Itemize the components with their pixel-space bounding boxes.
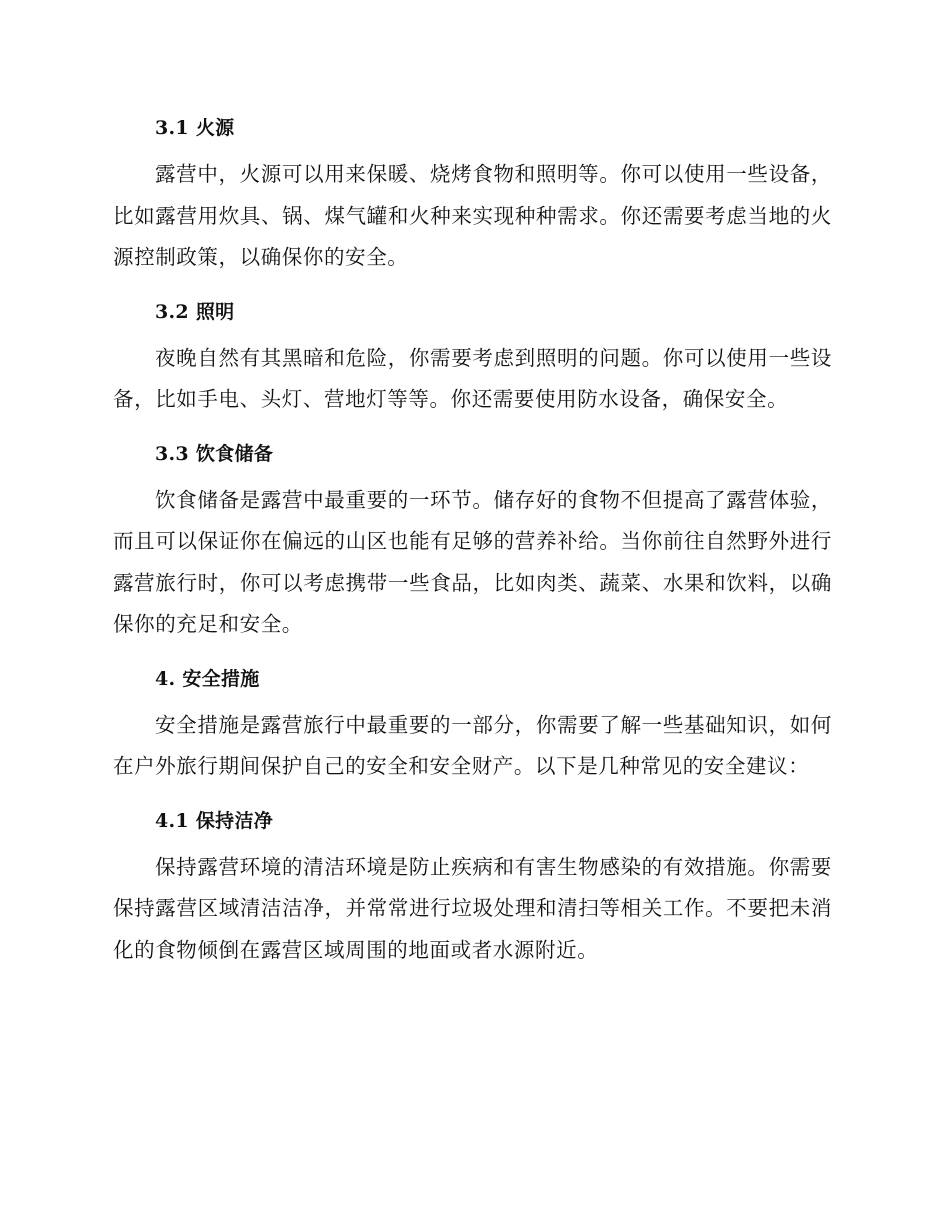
section-heading: 4. 安全措施 <box>155 667 260 690</box>
section-heading: 4.1 保持洁净 <box>155 809 274 832</box>
section-fire-source <box>113 112 832 279</box>
section-paragraph: 夜晚自然有其黑暗和危险，你需要考虑到照明的问题。你可以使用一些设备，比如手电、头灯、营地灯等等。你还需要使用防水设备，确保安全。 <box>113 345 832 411</box>
section-paragraph: 保持露营环境的清洁环境是防止疾病和有害生物感染的有效措施。你需要保持露营区域清洁洁净，并常常进行垃圾处理和清扫等相关工作。不要把未消化的食物倾倒在露营区域周围的地面或者水源附近。 <box>113 854 832 962</box>
section-heading: 3.2 照明 <box>155 300 235 323</box>
section-paragraph: 饮食储备是露营中最重要的一环节。储存好的食物不但提高了露营体验，而且可以保证你在偏远的山区也能有足够的营养补给。当你前往自然野外进行露营旅行时，你可以考虑携带一些食品，比如肉类、蔬菜、水果和饮料，以确保你的充足和安全。 <box>113 487 832 636</box>
section-heading: 3.1 火源 <box>155 117 235 139</box>
section-heading: 3.3 饮食储备 <box>155 442 274 465</box>
section-paragraph: 安全措施是露营旅行中最重要的一部分，你需要了解一些基础知识，如何在户外旅行期间保护自己的安全和安全财产。以下是几种常见的安全建议： <box>113 712 832 778</box>
section-paragraph: 露营中，火源可以用来保暖、烧烤食物和照明等。你可以使用一些设备，比如露营用炊具、锅、煤气罐和火种来实现种种需求。你还需要考虑当地的火源控制政策，以确保你的安全。 <box>113 162 832 269</box>
section-keep-clean <box>113 805 832 972</box>
section-safety-measures <box>113 663 832 788</box>
section-food-storage <box>113 438 832 646</box>
section-lighting <box>113 296 832 421</box>
